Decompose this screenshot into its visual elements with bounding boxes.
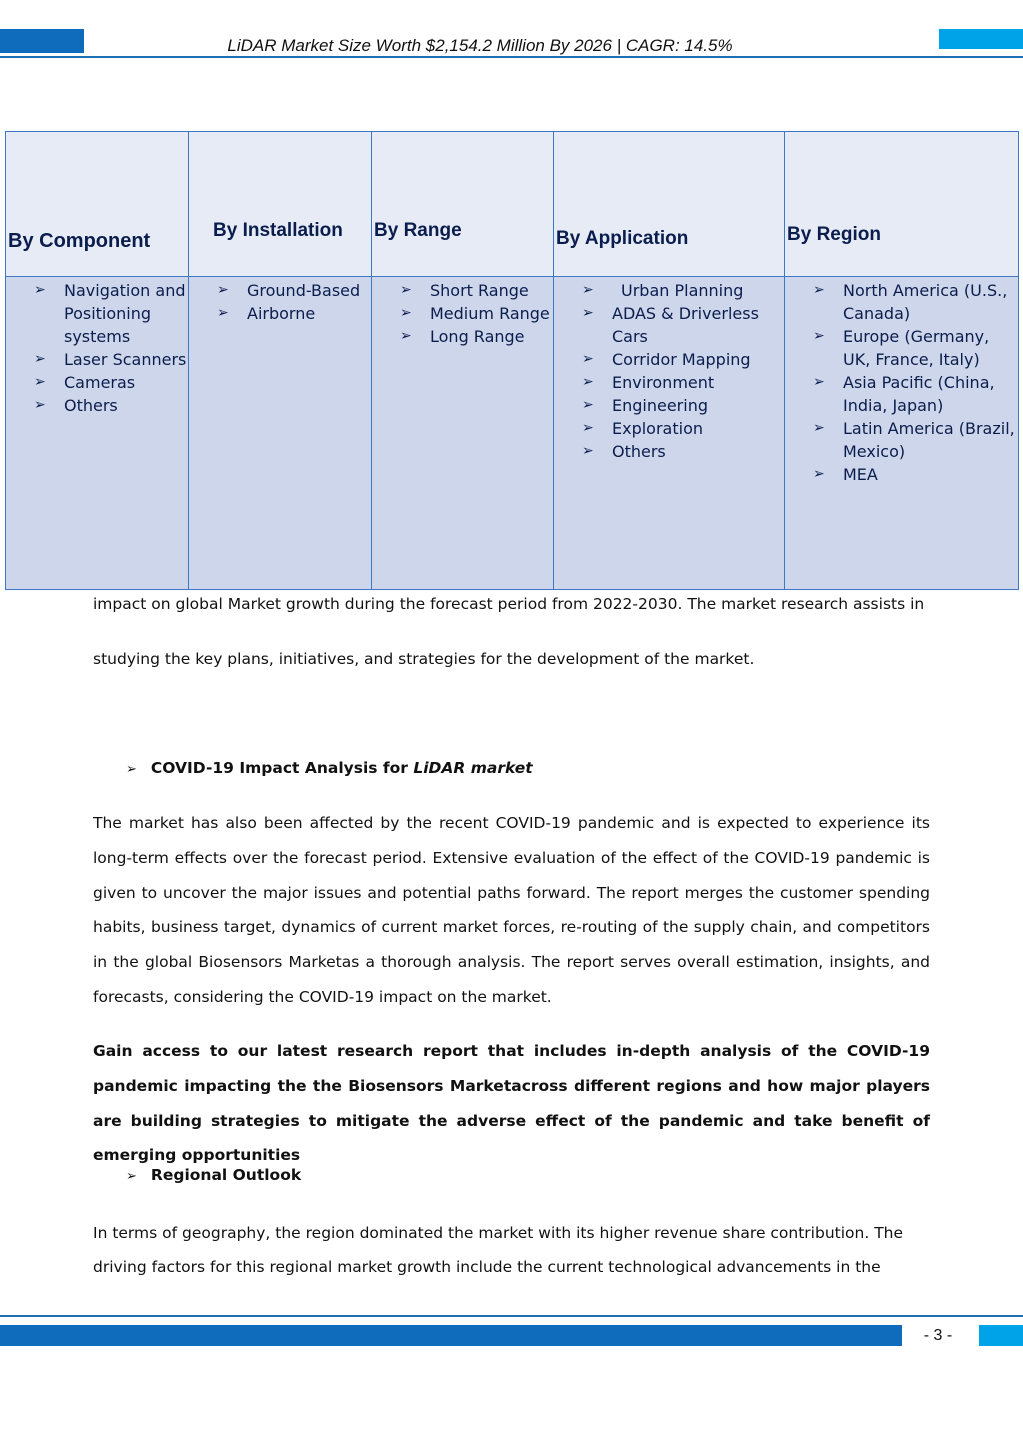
arrow-bullet-icon: ➢ <box>582 351 594 367</box>
footer-rule <box>0 1315 1023 1317</box>
segment-heading-installation: By Installation <box>213 220 343 241</box>
segment-header-cell <box>785 132 1019 277</box>
list-item: ➢ ADAS & Driverless Cars <box>582 304 759 346</box>
list-item: ➢ Cameras <box>34 373 136 392</box>
segment-header-cell <box>6 132 189 277</box>
list-item: ➢ Latin America (Brazil, Mexico) <box>813 419 1015 461</box>
region-list <box>780 277 1018 486</box>
list-item: ➢ Medium Range <box>400 304 550 323</box>
regional-line-1: In terms of geography, the region dominated the market with its higher revenue share contribution. The <box>93 1224 904 1242</box>
application-list <box>549 277 784 463</box>
list-item: ➢ Europe (Germany, UK, France, Italy) <box>813 327 990 369</box>
footer-accent-right <box>979 1325 1023 1346</box>
segment-header-cell <box>554 132 785 277</box>
header-accent-right <box>939 29 1023 49</box>
arrow-bullet-icon: ➢ <box>126 762 137 777</box>
installation-list <box>184 277 371 325</box>
arrow-bullet-icon: ➢ <box>34 374 46 390</box>
list-item: ➢ Laser Scanners <box>34 350 187 369</box>
list-item: ➢ Corridor Mapping <box>582 350 751 369</box>
arrow-bullet-icon: ➢ <box>217 305 229 321</box>
arrow-bullet-icon: ➢ <box>813 420 825 436</box>
arrow-bullet-icon: ➢ <box>582 282 594 298</box>
segment-list-cell <box>554 277 785 590</box>
list-item: ➢ Airborne <box>217 304 316 323</box>
arrow-bullet-icon: ➢ <box>34 397 46 413</box>
arrow-bullet-icon: ➢ <box>582 443 594 459</box>
segment-heading-application: By Application <box>556 228 689 249</box>
list-item: ➢ North America (U.S., Canada) <box>813 281 1008 323</box>
list-item: ➢ Short Range <box>400 281 529 300</box>
list-item: ➢ Ground-Based <box>217 281 361 300</box>
arrow-bullet-icon: ➢ <box>400 305 412 321</box>
component-list <box>1 277 188 417</box>
regional-outlook-heading: ➢ Regional Outlook <box>126 1166 302 1184</box>
segment-heading-range: By Range <box>374 220 462 241</box>
arrow-bullet-icon: ➢ <box>217 282 229 298</box>
list-item: ➢ Environment <box>582 373 715 392</box>
segment-list-cell <box>785 277 1019 590</box>
list-item: ➢ Navigation and Positioning systems <box>34 281 186 346</box>
arrow-bullet-icon: ➢ <box>813 466 825 482</box>
header-rule <box>0 56 1023 58</box>
arrow-bullet-icon: ➢ <box>813 282 825 298</box>
arrow-bullet-icon: ➢ <box>582 305 594 321</box>
arrow-bullet-icon: ➢ <box>813 328 825 344</box>
segment-list-cell <box>189 277 372 590</box>
arrow-bullet-icon: ➢ <box>582 397 594 413</box>
regional-line-2: driving factors for this regional market growth include the current technological advancements in the <box>93 1258 881 1276</box>
arrow-bullet-icon: ➢ <box>34 351 46 367</box>
list-item: ➢ Engineering <box>582 396 708 415</box>
segment-heading-component: By Component <box>8 230 151 252</box>
segment-list-cell <box>6 277 189 590</box>
arrow-bullet-icon: ➢ <box>34 282 46 298</box>
segment-header-cell <box>189 132 372 277</box>
range-list <box>367 277 553 348</box>
page-header-title: LiDAR Market Size Worth $2,154.2 Million By 2026 | CAGR: 14.5% <box>227 36 733 55</box>
list-item: ➢ MEA <box>813 465 878 484</box>
list-item: ➢ Asia Pacific (China, India, Japan) <box>813 373 995 415</box>
list-item: ➢ Urban Planning <box>582 281 744 300</box>
arrow-bullet-icon: ➢ <box>813 374 825 390</box>
intro-line-1: impact on global Market growth during the forecast period from 2022-2030. The market research assists in <box>93 595 925 613</box>
arrow-bullet-icon: ➢ <box>126 1169 137 1184</box>
segment-heading-region: By Region <box>787 224 881 245</box>
segmentation-table <box>5 131 1019 590</box>
list-item: ➢ Long Range <box>400 327 525 346</box>
covid-heading-emphasis: LiDAR market <box>413 759 533 777</box>
segmentation-header-row <box>6 132 1019 277</box>
segment-list-cell <box>372 277 554 590</box>
arrow-bullet-icon: ➢ <box>582 374 594 390</box>
footer-bar <box>0 1325 902 1346</box>
arrow-bullet-icon: ➢ <box>400 282 412 298</box>
gain-access-paragraph: Gain access to our latest research report that includes in-depth analysis of the COVID-19 pandemic impacting the the Biosensors Marketacross different regions and how major players are building strategies to mitigate the adverse effect of the pandemic and take benefit of emerging opportunities <box>93 1042 930 1165</box>
arrow-bullet-icon: ➢ <box>400 328 412 344</box>
list-item: ➢ Others <box>582 442 666 461</box>
page-number: - 3 - <box>923 1327 953 1344</box>
list-item: ➢ Exploration <box>582 419 703 438</box>
arrow-bullet-icon: ➢ <box>582 420 594 436</box>
covid-section-heading: ➢ COVID-19 Impact Analysis for LiDAR market <box>126 759 533 777</box>
list-item: ➢ Others <box>34 396 118 415</box>
covid-paragraph: The market has also been affected by the recent COVID-19 pandemic and is expected to experience its long-term effects over the forecast period. Extensive evaluation of the effect of the COVID-19 pandemic is given to uncover the major issues and potential paths forward. The report merges the customer spending habits, business target, dynamics of current market forces, re-routing of the supply chain, and competitors in the global Biosensors Marketas a thorough analysis. The report serves overall estimation, insights, and forecasts, considering the COVID-19 impact on the market. <box>93 814 930 1006</box>
segmentation-body-row <box>6 277 1019 590</box>
intro-line-2: studying the key plans, initiatives, and strategies for the development of the market. <box>93 650 755 668</box>
segment-header-cell <box>372 132 554 277</box>
